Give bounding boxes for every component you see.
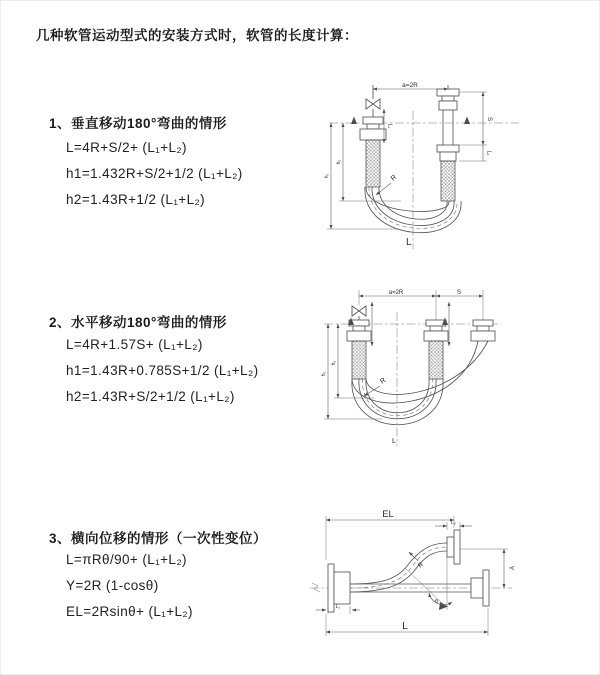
angle-construction bbox=[405, 557, 452, 610]
end-right-label: L₂ bbox=[451, 520, 456, 526]
hose-curves bbox=[350, 543, 447, 592]
offset-label: Y bbox=[507, 565, 514, 571]
angle-label: θ bbox=[435, 599, 439, 605]
h-outer-label: h₁ bbox=[321, 371, 327, 377]
dimension-stroke bbox=[459, 92, 492, 145]
page-title: 几种软管运动型式的安装方式时，软管的长度计算： bbox=[36, 28, 358, 43]
h-inner-label: h₂ bbox=[336, 159, 342, 165]
diagram-horizontal-180 bbox=[316, 284, 588, 452]
braided-hose-section bbox=[429, 341, 443, 379]
section-3-formula-EL: EL=2Rsinθ+ (L₁+L₂) bbox=[66, 604, 193, 619]
length-label: L bbox=[406, 237, 412, 248]
dimension-span bbox=[359, 290, 483, 320]
span-label: a=2R bbox=[388, 290, 404, 296]
h-inner-label: h₂ bbox=[331, 360, 337, 366]
valve-icon bbox=[352, 306, 366, 316]
right-fitting bbox=[437, 85, 459, 201]
right-flange bbox=[471, 570, 489, 606]
braided-hose-section bbox=[352, 341, 366, 379]
right-fitting bbox=[471, 320, 495, 341]
dimension-length bbox=[326, 608, 488, 636]
section-3-formula-L: L=πRθ/90+ (L₁+L₂) bbox=[66, 552, 187, 567]
el-label: EL bbox=[382, 509, 394, 520]
braided-hose-section bbox=[441, 161, 455, 201]
radius-label: R bbox=[389, 173, 399, 183]
section-2-heading: 2、水平移动180°弯曲的情形 bbox=[49, 315, 227, 330]
end-right-label: L₂ bbox=[485, 150, 492, 156]
dimension-span bbox=[373, 82, 448, 89]
dimension-end-right bbox=[459, 145, 492, 161]
section-1-heading: 1、垂直移动180°弯曲的情形 bbox=[49, 116, 227, 131]
diagram-vertical-180 bbox=[313, 79, 591, 251]
stroke-label: S bbox=[456, 290, 462, 296]
hose-curves bbox=[352, 341, 488, 425]
h-outer-label: h₁ bbox=[324, 173, 330, 179]
middle-fitting bbox=[424, 320, 448, 379]
diagram-lateral-displacement bbox=[304, 506, 596, 648]
end-left-label: L₁ bbox=[335, 604, 341, 610]
section-3-heading: 3、横向位移的情形（一次性变位） bbox=[49, 531, 268, 546]
pipe-break-icon bbox=[312, 583, 320, 592]
braided-hose-section bbox=[366, 140, 380, 187]
span-label: a=2R bbox=[402, 82, 418, 89]
section-2-formula-h1: h1=1.43R+0.785S+1/2 (L₁+L₂) bbox=[66, 363, 259, 378]
section-3-formula-Y: Y=2R (1-cosθ) bbox=[66, 578, 159, 593]
dimension-end-right bbox=[435, 520, 472, 530]
section-2-formula-L: L=4R+1.57S+ (L₁+L₂) bbox=[66, 337, 203, 352]
left-fitting bbox=[347, 320, 371, 379]
end-left-label: L₁ bbox=[386, 123, 393, 129]
dimension-end-left bbox=[316, 604, 360, 614]
length-label: L bbox=[392, 436, 397, 445]
section-1-formula-h2: h2=1.43R+1/2 (L₁+L₂) bbox=[66, 192, 206, 207]
upper-flange bbox=[447, 530, 460, 564]
length-label: L bbox=[402, 621, 408, 632]
dimension-el bbox=[326, 509, 454, 560]
radius-label: R bbox=[416, 561, 425, 570]
section-1-formula-h1: h1=1.432R+S/2+1/2 (L₁+L₂) bbox=[66, 166, 243, 181]
valve-icon bbox=[366, 99, 380, 109]
stroke-label: S bbox=[486, 116, 492, 122]
left-fitting bbox=[360, 85, 386, 187]
radius-label: R bbox=[379, 377, 388, 386]
section-2-formula-h2: h2=1.43R+S/2+1/2 (L₁+L₂) bbox=[66, 389, 235, 404]
section-1-formula-L: L=4R+S/2+ (L₁+L₂) bbox=[66, 140, 187, 155]
